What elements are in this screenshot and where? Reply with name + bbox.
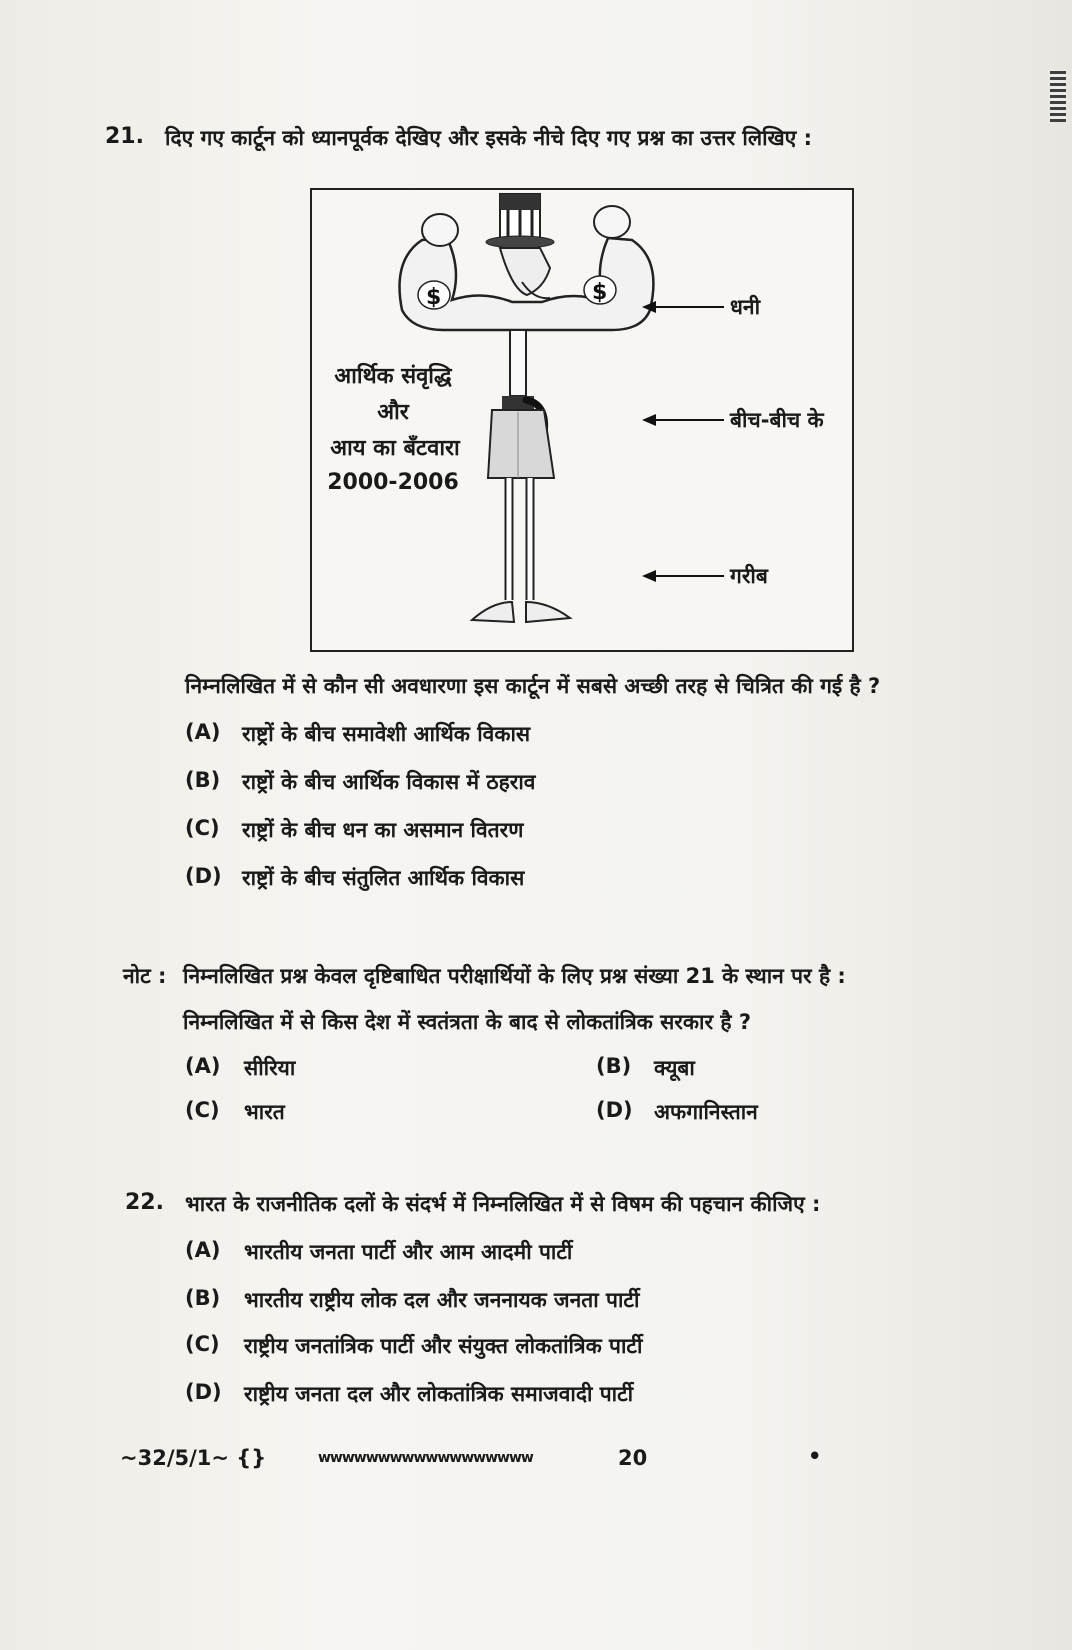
note-option-d-label: (D) bbox=[596, 1098, 633, 1122]
note-option-a: सीरिया bbox=[244, 1056, 296, 1080]
q21-option-c: राष्ट्रों के बीच धन का असमान वितरण bbox=[242, 818, 524, 842]
uncle-sam-hat-icon bbox=[486, 194, 554, 248]
q21-option-b: राष्ट्रों के बीच आर्थिक विकास में ठहराव bbox=[242, 770, 536, 794]
q22-option-d: राष्ट्रीय जनता दल और लोकतांत्रिक समाजवादी पार्टी bbox=[244, 1382, 634, 1406]
q21-option-d-label: (D) bbox=[185, 864, 222, 888]
note-option-c: भारत bbox=[244, 1100, 285, 1124]
q21-option-b-label: (B) bbox=[185, 768, 221, 792]
note-option-c-label: (C) bbox=[185, 1098, 220, 1122]
note-label: नोट : bbox=[123, 964, 167, 988]
footer-dot: • bbox=[808, 1444, 822, 1468]
note-option-a-label: (A) bbox=[185, 1054, 221, 1078]
qr-code-icon bbox=[1050, 70, 1066, 122]
wave-decoration: wwwwwwwwwwwwwwwwww bbox=[318, 1450, 533, 1466]
note-question: निम्नलिखित में से किस देश में स्वतंत्रता के बाद से लोकतांत्रिक सरकार है ? bbox=[183, 1010, 752, 1034]
q22-option-c: राष्ट्रीय जनतांत्रिक पार्टी और संयुक्त लोकतांत्रिक पार्टी bbox=[244, 1334, 643, 1358]
q22-option-a: भारतीय जनता पार्टी और आम आदमी पार्टी bbox=[244, 1240, 573, 1264]
q22-option-b: भारतीय राष्ट्रीय लोक दल और जननायक जनता पार्टी bbox=[244, 1288, 640, 1312]
cartoon-figure bbox=[310, 188, 854, 652]
dollar-sign-right: $ bbox=[592, 280, 608, 305]
q21-option-c-label: (C) bbox=[185, 816, 220, 840]
note-option-d: अफगानिस्तान bbox=[654, 1100, 758, 1124]
caption-line3: आय का बँटवारा bbox=[330, 436, 460, 461]
right-foot bbox=[526, 602, 570, 622]
caption-line1: आर्थिक संवृद्धि bbox=[334, 364, 452, 389]
left-foot bbox=[472, 602, 514, 622]
arrow-poor-icon bbox=[642, 570, 724, 582]
q22-option-a-label: (A) bbox=[185, 1238, 221, 1262]
left-fist-icon bbox=[422, 214, 458, 246]
q22-number: 22. bbox=[125, 1190, 164, 1215]
head bbox=[500, 248, 550, 295]
note-option-b-label: (B) bbox=[596, 1054, 632, 1078]
paper-code: ~32/5/1~ {} bbox=[120, 1446, 267, 1470]
right-fist-icon bbox=[594, 206, 630, 238]
q21-number: 21. bbox=[105, 124, 144, 149]
shorts bbox=[488, 410, 554, 478]
q22-option-c-label: (C) bbox=[185, 1332, 220, 1356]
label-rich: धनी bbox=[730, 295, 761, 319]
note-text: निम्नलिखित प्रश्न केवल दृष्टिबाधित परीक्षार्थियों के लिए प्रश्न संख्या 21 के स्थान पर है : bbox=[183, 964, 846, 988]
q21-option-d: राष्ट्रों के बीच संतुलित आर्थिक विकास bbox=[242, 866, 525, 890]
label-middle: बीच-बीच के bbox=[730, 408, 824, 432]
caption-years: 2000-2006 bbox=[327, 470, 459, 495]
arrow-rich-icon bbox=[642, 301, 724, 313]
q22-option-b-label: (B) bbox=[185, 1286, 221, 1310]
q22-option-d-label: (D) bbox=[185, 1380, 222, 1404]
q21-prompt: दिए गए कार्टून को ध्यानपूर्वक देखिए और इसके नीचे दिए गए प्रश्न का उत्तर लिखिए : bbox=[165, 126, 813, 150]
thin-torso bbox=[510, 330, 526, 396]
q21-option-a: राष्ट्रों के बीच समावेशी आर्थिक विकास bbox=[242, 722, 531, 746]
q21-option-a-label: (A) bbox=[185, 720, 221, 744]
page-number: 20 bbox=[618, 1446, 648, 1470]
q21-question: निम्नलिखित में से कौन सी अवधारणा इस कार्टून में सबसे अच्छी तरह से चित्रित की गई है ? bbox=[185, 674, 881, 698]
arrow-middle-icon bbox=[642, 414, 724, 426]
q22-prompt: भारत के राजनीतिक दलों के संदर्भ में निम्नलिखित में से विषम की पहचान कीजिए : bbox=[185, 1192, 821, 1216]
dollar-sign-left: $ bbox=[426, 285, 442, 310]
note-option-b: क्यूबा bbox=[654, 1056, 695, 1080]
caption-line2: और bbox=[377, 400, 409, 425]
label-poor: गरीब bbox=[730, 564, 768, 588]
